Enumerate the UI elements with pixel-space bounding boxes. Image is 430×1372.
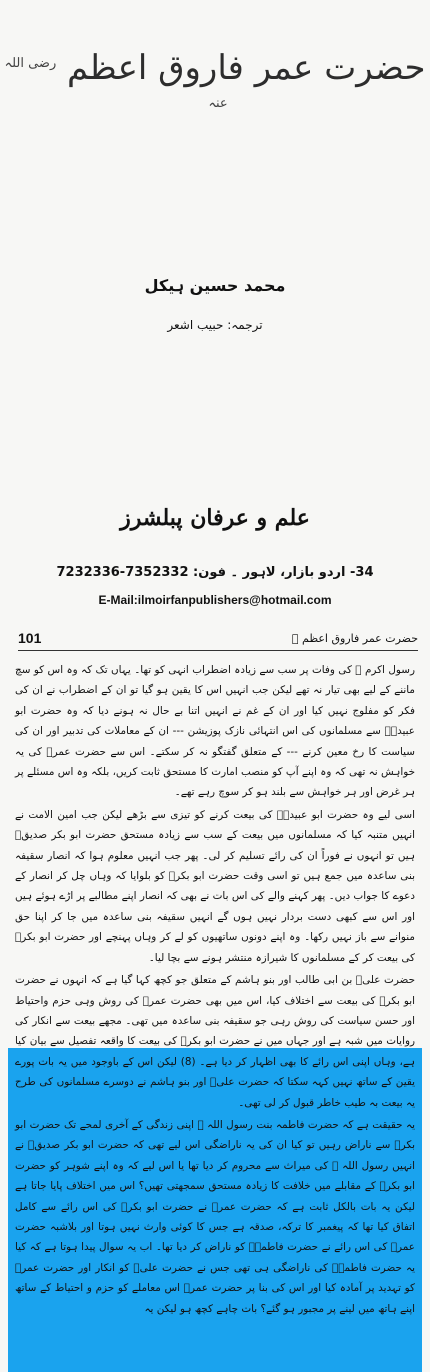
body-text [15,660,415,1321]
phone-number: 7232336-7352332 [56,565,189,580]
publisher-name: علم و عرفان پبلشرز [120,505,310,531]
publisher-email: E-Mail:ilmoirfanpublishers@hotmail.com [98,593,332,607]
paragraph: اسی لیے وہ حضرت ابو عبیدہؓ کی بیعت کرنے کو تیزی سے بڑھے لیکن جب امین الامت نے انہیں متنبہ کیا کہ مسلمانوں میں بیعت کے سب سے زیادہ مستحق حضرت ابو بکر صدیقؓ ہیں تو انہوں نے فوراً ان کی رائے تسلیم کر لی۔ پھر جب انہیں معلوم ہوا کہ انصار سقیفہ بنی ساعدہ میں جمع ہیں تو اسی وقت حضرت ابو بکرؓ کو بلوایا کہ وہاں چل کر انصار کے دعوے کا جواب دیں۔ پھر کہنے والے کی اس بات نے بھی کہ انصار اپنے مطالبے پر اڑے ہوئے ہیں اور اس سے کبھی دست بردار نہیں ہوں گے انہیں سقیفہ بنی ساعدہ میں جا کر اپنا حق منوانے سے باز نہیں رکھا۔ وہ اپنے دونوں ساتھیوں کو لے کر وہاں پہنچے اور حضرت ابو بکرؓ کی بیعت کر کے مسلمانوں کا شیرازہ منتشر ہونے سے بچا لیا۔ [15,808,415,964]
paragraph: رسول اکرم ﷺ کی وفات پر سب سے زیادہ اضطراب انہی کو تھا۔ یہاں تک کہ وہ اس کو سچ ماننے کے لیے بھی تیار نہ تھے لیکن جب انہیں اس کا یقین ہو گیا تو ان کے اضطراب نے ان کی فکر کو مفلوج نہیں کیا اور ان کے غم نے انہیں اتنا بے حال نہ ہونے دیا کہ وہ حضرت ابو عبیدہؓ سے مسلمانوں کی اس انتہائی نازک پوزیشن --- ان کے معاملات کی تدبیر اور ان کی سیاست کا رخ معین کرنے --- کے متعلق گفتگو نہ کر سکتے۔ اس سے حضرت عمرؓ کی یہ خواہش نہ تھی کہ وہ اپنے آپ کو منصب امارت کا مستحق ثابت کریں، بلکہ وہ اس مسئلے پر ہر غرض اور ہر خواہش سے بلند ہو کر سوچ رہے تھے۔ [15,664,415,799]
page-number: 101 [18,630,42,646]
address-text: 34- اردو بازار، لاہور ۔ فون: [193,565,374,580]
title-honorific: رضی اللہ عنہ [4,55,228,111]
book-title-text: حضرت عمر فاروق اعظم [67,48,426,88]
translator-line: ترجمہ: حبیب اشعر [167,318,263,332]
paragraph: حضرت علیؓ بن ابی طالب اور بنو ہاشم کے متعلق جو کچھ کہا گیا ہے کہ انہوں نے حضرت ابو بکرؓ کی بیعت سے اختلاف کیا، اس میں بھی حضرت عمرؓ کی روش وہی حزم واحتیاط اور حسن سیاست کی روش رہی جو سقیفہ بنی ساعدہ میں تھی۔ مجھے بیعت سے انکار کی روایات میں شبہ ہے اور جہاں میں نے حضرت ابو بکرؓ کی بیعت کا واقعہ تفصیل سے بیان کیا ہے، وہاں اپنی اس رائے کا بھی اظہار کر دیا ہے۔ (8) لیکن اس کے باوجود میں یہ بات پورے یقین کے ساتھ نہیں کہہ سکتا کہ حضرت علیؓ اور بنو ہاشم نے دوسرے مسلمانوں کی طرح یہ بیعت بہ طیب خاطر قبول کر لی تھی۔ [15,974,415,1109]
page-header [18,630,418,651]
author-name: محمد حسین ہیکل [144,276,286,295]
book-title [0,48,430,128]
highlighted-paragraph: یہ حقیقت ہے کہ حضرت فاطمہ بنت رسول اللہ ﷺ اپنی زندگی کے آخری لمحے تک حضرت ابو بکرؓ سے ناراض رہیں تو کیا ان کی یہ ناراضگی اس لیے تھی کہ حضرت ابو بکر صدیقؓ نے انہیں رسول اللہ ﷺ کی میراث سے محروم کر دیا تھا یا اس لیے کہ وہ اپنے شوہر کو حضرت ابو بکرؓ کے مقابلے میں خلافت کا زیادہ مستحق سمجھتی تھیں؟ اس میں اختلاف پایا جاتا ہے لیکن یہ بات بالکل ثابت ہے کہ حضرت عمرؓ نے حضرت ابو بکرؓ کی اس رائے سے کامل اتفاق کیا تھا کہ پیغمبر کا ترکہ، صدقہ ہے جس کا کوئی وارث نہیں ہوتا اور بلاشبہ حضرت عمرؓ کی اس رائے نے حضرت فاطمہؓ کو ناراض کر دیا تھا۔ اب یہ سوال پیدا ہوتا ہے کہ کیا یہ حضرت فاطمہؓ کی ناراضگی ہی تھی جس نے حضرت علیؓ کو انکار اور حضرت عمرؓ کو تہدید پر آمادہ کیا اور اس کی بنا پر حضرت عمرؓ اس معاملے کو حزم و احتیاط کے ساتھ اپنے ہاتھ میں لینے پر مجبور ہو گئے؟ بات چاہے کچھ ہو لیکن یہ [15,1118,415,1315]
publisher-address [0,565,430,580]
running-head: حضرت عمر فاروق اعظم ﷜ [291,632,418,645]
